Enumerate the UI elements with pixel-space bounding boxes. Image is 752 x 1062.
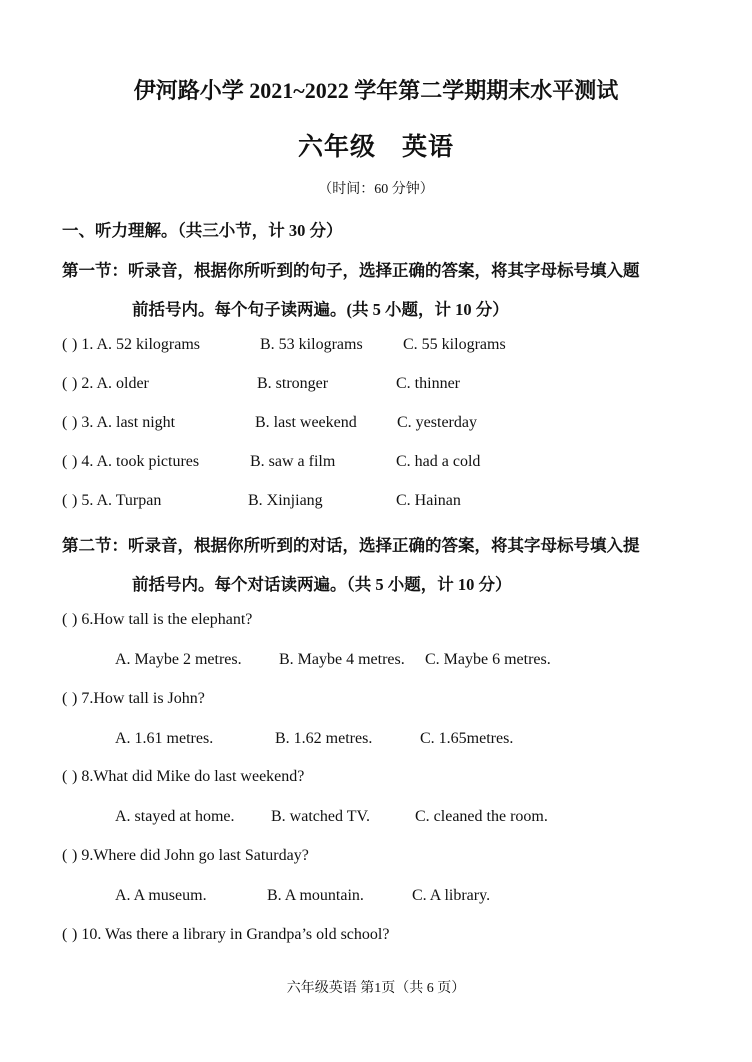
question-1-option-c: C. 55 kilograms <box>403 336 506 353</box>
question-8-options <box>115 808 715 830</box>
question-9-option-b: B. A mountain. <box>267 887 364 904</box>
question-1 <box>62 336 712 358</box>
answer-paren-open[interactable]: ( <box>62 926 68 943</box>
answer-paren-open[interactable]: ( <box>62 492 68 509</box>
question-5-option-c: C. Hainan <box>396 492 461 509</box>
section1-instruction-line2: 前括号内。每个句子读两遍。(共 5 小题，计 10 分） <box>132 300 509 319</box>
question-6-text: ) 6.How tall is the elephant? <box>72 611 253 628</box>
exam-title: 伊河路小学 2021~2022 学年第二学期期末水平测试 <box>133 78 619 103</box>
answer-paren-open[interactable]: ( <box>62 453 68 470</box>
question-7-option-a: A. 1.61 metres. <box>115 730 214 747</box>
subject-label: 英语 <box>402 134 455 161</box>
section1-instruction-line1: 第一节：听录音，根据你所听到的句子，选择正确的答案，将其字母标号填入题 <box>62 261 640 280</box>
question-1-option-b: B. 53 kilograms <box>260 336 363 353</box>
question-7-option-c: C. 1.65metres. <box>420 730 514 747</box>
question-2-option-c: C. thinner <box>396 375 460 392</box>
answer-paren-open[interactable]: ( <box>62 336 68 353</box>
question-1-option-a: ) 1. A. 52 kilograms <box>72 336 200 353</box>
question-8-option-c: C. cleaned the room. <box>415 808 548 825</box>
question-7-stem <box>62 690 712 712</box>
question-6-stem <box>62 611 712 633</box>
question-5-option-b: B. Xinjiang <box>248 492 323 509</box>
question-3-option-b: B. last weekend <box>255 414 357 431</box>
grade-subject <box>0 127 752 163</box>
answer-paren-open[interactable]: ( <box>62 847 68 864</box>
question-9-option-a: A. A museum. <box>115 887 207 904</box>
question-6-option-c: C. Maybe 6 metres. <box>425 651 551 668</box>
question-9-stem <box>62 847 712 869</box>
question-7-text: ) 7.How tall is John? <box>72 690 205 707</box>
question-2-option-b: B. stronger <box>257 375 329 392</box>
time-note: （时间：60 分钟） <box>318 182 434 197</box>
question-9-option-c: C. A library. <box>412 887 491 904</box>
question-8-stem <box>62 768 712 790</box>
question-3-option-a: ) 3. A. last night <box>72 414 176 431</box>
question-4-option-b: B. saw a film <box>250 453 336 470</box>
question-2 <box>62 375 712 397</box>
question-8-text: ) 8.What did Mike do last weekend? <box>72 768 305 785</box>
question-2-option-a: ) 2. A. older <box>72 375 149 392</box>
answer-paren-open[interactable]: ( <box>62 768 68 785</box>
question-9-text: ) 9.Where did John go last Saturday? <box>72 847 309 864</box>
section2-instruction-line1: 第二节：听录音，根据你所听到的对话，选择正确的答案，将其字母标号填入提 <box>62 536 640 555</box>
grade-label: 六年级 <box>297 134 376 161</box>
page-footer: 六年级英语 第1页（共 6 页） <box>286 981 466 996</box>
question-8-option-a: A. stayed at home. <box>115 808 235 825</box>
question-5 <box>62 492 712 514</box>
question-6-option-a: A. Maybe 2 metres. <box>115 651 242 668</box>
question-10-text: ) 10. Was there a library in Grandpa’s old school? <box>72 926 390 943</box>
question-7-options <box>115 730 715 752</box>
question-4-option-c: C. had a cold <box>396 453 481 470</box>
question-5-option-a: ) 5. A. Turpan <box>72 492 162 509</box>
answer-paren-open[interactable]: ( <box>62 690 68 707</box>
answer-paren-open[interactable]: ( <box>62 414 68 431</box>
question-3-option-c: C. yesterday <box>397 414 477 431</box>
answer-paren-open[interactable]: ( <box>62 375 68 392</box>
question-6-option-b: B. Maybe 4 metres. <box>279 651 405 668</box>
question-3 <box>62 414 712 436</box>
question-9-options <box>115 887 715 909</box>
question-6-options <box>115 651 715 673</box>
answer-paren-open[interactable]: ( <box>62 611 68 628</box>
part1-heading: 一、听力理解。（共三小节，计 30 分） <box>62 221 343 240</box>
question-4-option-a: ) 4. A. took pictures <box>72 453 200 470</box>
question-10-stem <box>62 926 712 948</box>
section2-instruction-line2: 前括号内。每个对话读两遍。（共 5 小题，计 10 分） <box>132 575 512 594</box>
question-4 <box>62 453 712 475</box>
question-7-option-b: B. 1.62 metres. <box>275 730 373 747</box>
question-8-option-b: B. watched TV. <box>271 808 370 825</box>
